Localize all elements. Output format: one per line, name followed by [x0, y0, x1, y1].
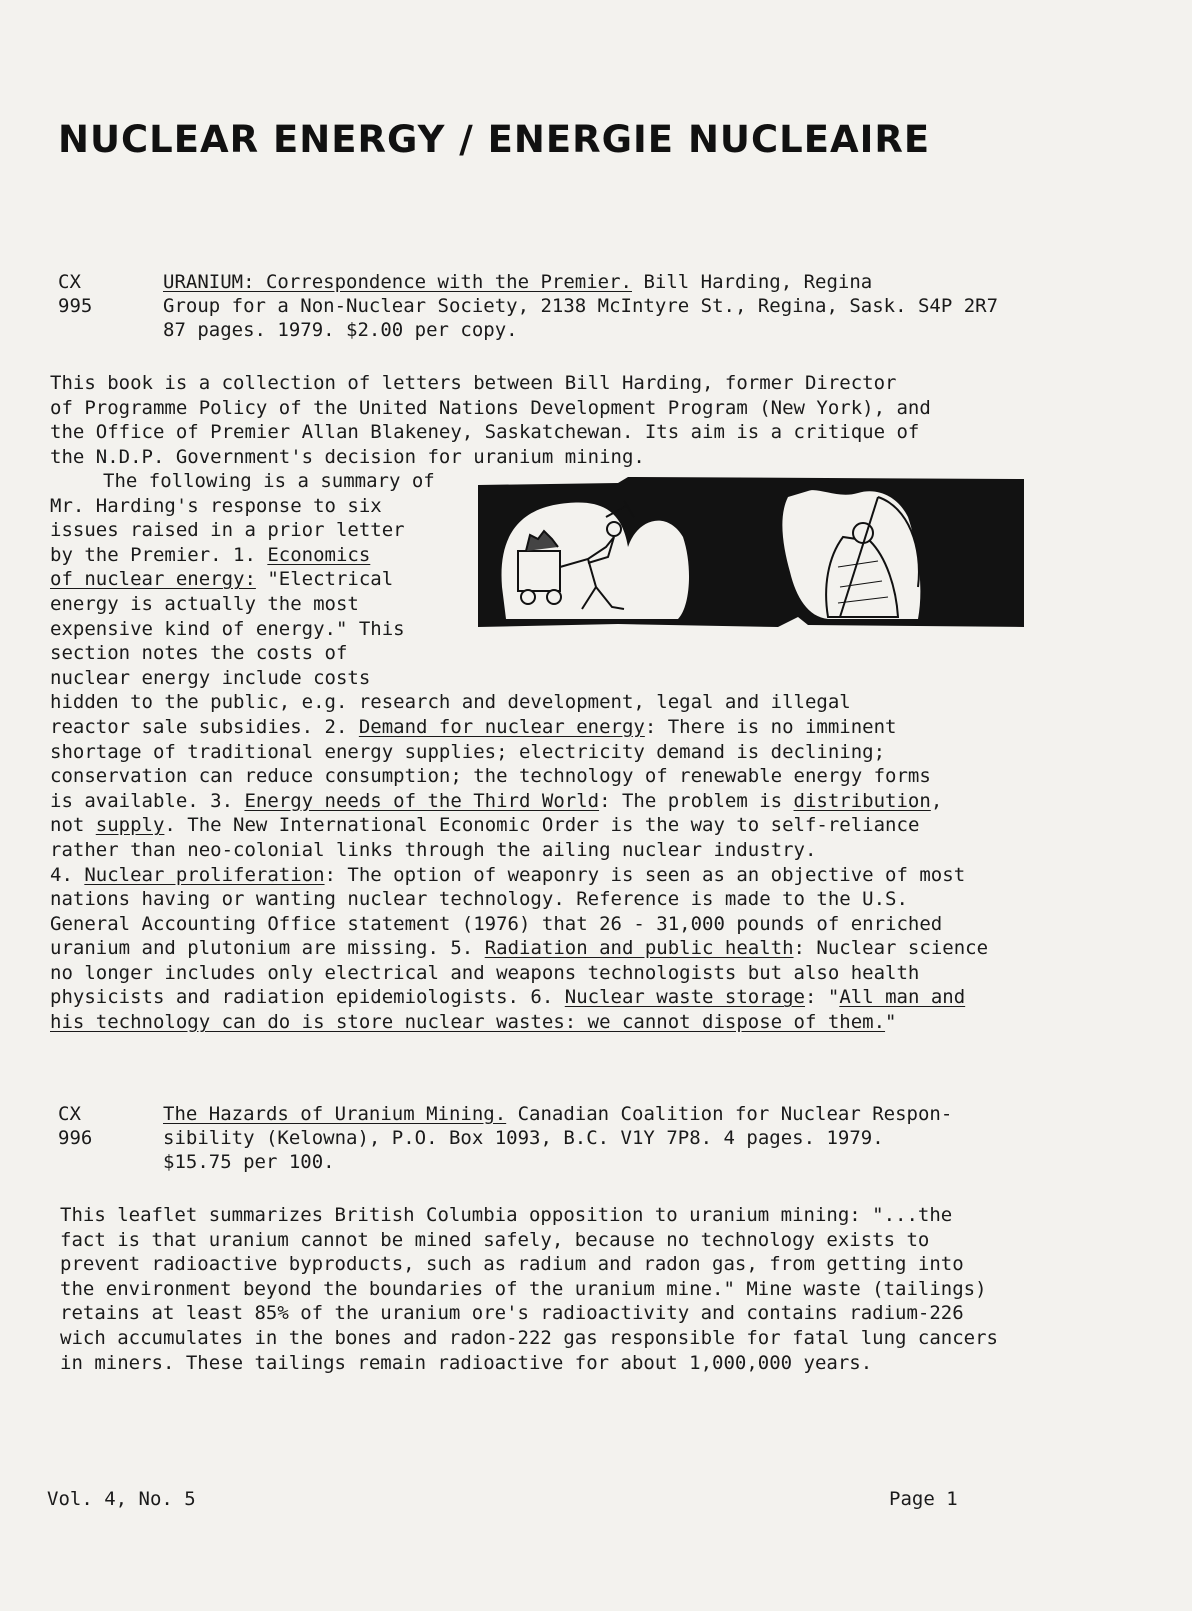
entry-code: CX 995: [58, 271, 93, 317]
mining-illustration: [478, 477, 1024, 645]
entry-citation: URANIUM: Correspondence with the Premier. Bill Harding, Regina Group for a Non-Nuclear Society, 2138 McIntyre St., Regina, Sask. S4P 2R7 87 pages. 1979. $2.00 per copy.: [163, 271, 999, 341]
page-title: NUCLEAR ENERGY / ENERGIE NUCLEAIRE: [58, 118, 931, 161]
entry-code: CX 996: [58, 1103, 93, 1149]
entry-intro: This book is a collection of letters between Bill Harding, former Director of Programme Policy of the United Nations Development Program (New York), and the Office of Premier Allan Blakeney, Saskatchewan. Its aim is a critique of the N.D.P. Government's decision for uranium mining.: [50, 372, 931, 468]
entry-summary: The following is a summary of Mr. Harding's response to six issues raised in a prior letter by the Premier. 1. Economics of nuclear energy: "Electrical energy is actually the most expensive kind of energy." This section notes the costs of nuclear energy include costs hidden to the public, e.g. research and development, legal and illegal reactor sale subsidies. 2. Demand for nuclear energy: There is no imminent shortage of traditional energy supplies; electricity demand is declining; conservation can reduce consumption; the technology of renewable energy forms is available. 3. Energy needs of the Third World: The problem is distribution, not supply. The New International Economic Order is the way to self-reliance rather than neo-colonial links through the ailing nuclear industry. 4. Nuclear proliferation: The option of weaponry is seen as an objective of most nations having or wanting nuclear technology. Reference is made to the U.S. General Accounting Office statement (1976) that 26 - 31,000 pounds of enriched uranium and plutonium are missing. 5. Radiation and public health: Nuclear science no longer includes only electrical and weapons technologists but also health physicists and radiation epidemiologists. 6. Nuclear waste storage: "All man and his technology can do is store nuclear wastes: we cannot dispose of them.": [50, 470, 989, 1034]
entry-citation: The Hazards of Uranium Mining. Canadian Coalition for Nuclear Respon- sibility (Kelowna), P.O. Box 1093, B.C. V1Y 7P8. 4 pages. 1979. $15.75 per 100.: [163, 1103, 953, 1173]
entry-title: The Hazards of Uranium Mining.: [163, 1103, 507, 1125]
entry-title: URANIUM: Correspondence with the Premier.: [163, 271, 632, 293]
entry-body: This leaflet summarizes British Columbia opposition to uranium mining: "...the fact is that uranium cannot be mined safely, because no technology exists to prevent radioactive byproducts, such as radium and radon gas, from getting into the environment beyond the boundaries of the uranium mine." Mine waste (tailings) retains at least 85% of the uranium ore's radioactivity and contains radium-226 wich accumulates in the bones and radon-222 gas responsible for fatal lung cancers in miners. These tailings remain radioactive for about 1,000,000 years.: [60, 1204, 998, 1374]
footer-volume: Vol. 4, No. 5: [47, 1488, 196, 1510]
footer-page-number: Page 1: [889, 1488, 958, 1510]
